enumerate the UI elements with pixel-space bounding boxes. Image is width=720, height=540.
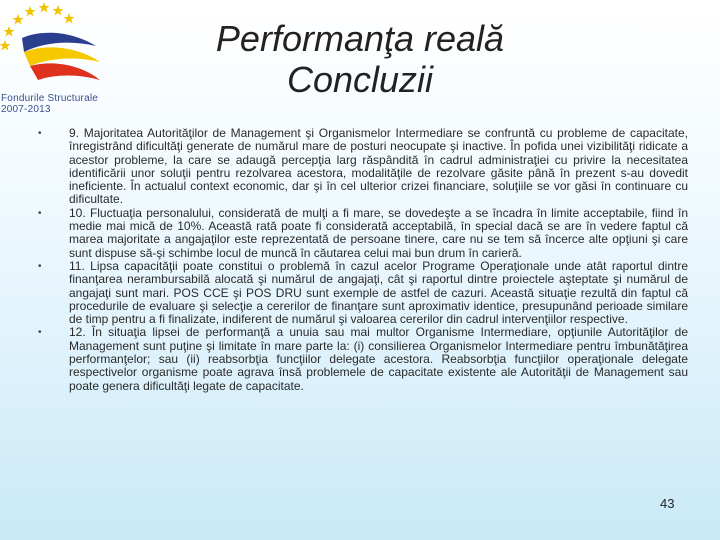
title-line2: Concluzii xyxy=(286,59,434,100)
bullet-icon: • xyxy=(38,260,42,272)
eu-stars-emblem-icon xyxy=(0,0,120,95)
bullet-icon: • xyxy=(38,207,42,219)
structural-funds-logo xyxy=(0,0,120,118)
list-item-text: 10. Fluctuaţia personalului, considerată de mulţi a fi mare, se dovedeşte a se încadra în limite acceptabile, fiind în medie mai mică de 10%. Această rată poate fi considerată acceptabilă, în special dacă se are în vedere faptul că marea majoritate a angajaţilor este reprezentată de persoane tinere, care nu se tem să încerce alte opţiuni şi care sunt dispuse să-şi schimbe locul de muncă în căutarea celui mai bun drum în carieră. xyxy=(69,205,688,260)
page-number: 43 xyxy=(660,496,675,511)
list-item-text: 9. Majoritatea Autorităţilor de Management şi Organismelor Intermediare se confruntă cu probleme de capacitate, înregistrând dificultăţi generate de numărul mare de posturi neocupate şi inactive. În pofida unei vizibilităţi ridicate a acestor probleme, la care se adaugă percepţia larg răspândită în cadrul administraţiei cu privire la necesitatea identificării unor soluţii pentru rezolvarea acestora, modalităţile de rezolvare găsite până în prezent s-au dovedit ineficiente. În actualul context economic, dar şi în cel ulterior crizei financiare, soluţiile se vor găsi în continuare cu dificultate. xyxy=(69,126,688,207)
slide-title xyxy=(170,18,550,100)
logo-line1: Fondurile Structurale xyxy=(1,93,99,104)
list-item xyxy=(38,260,688,326)
logo-line2: 2007-2013 xyxy=(1,104,51,115)
logo-caption xyxy=(1,93,121,115)
list-item xyxy=(38,127,688,207)
list-item xyxy=(38,326,688,392)
bullet-icon: • xyxy=(38,128,42,139)
title-line1: Performanţa reală xyxy=(215,18,505,59)
list-item-text: 11. Lipsa capacităţii poate constitui o problemă în cazul acelor Programe Operaţionale unde atât raportul dintre finanţarea nerambursabilă alocată şi numărul de angajaţi, cât şi raportul dintre proiectele aşteptate şi numărul de angajaţi sunt mari. POS CCE şi POS DRU sunt exemple de astfel de cazuri. Această situaţie rezultă din faptul că procedurile de evaluare şi selecţie a cererilor de finanţare sunt aproximativ identice, presupunând perioade similare de timp pentru a fi finalizate, indiferent de numărul şi valoarea cererilor din cadrul intervenţiilor respective. xyxy=(69,258,688,327)
list-item xyxy=(38,207,688,260)
conclusions-list xyxy=(38,127,688,393)
bullet-icon: • xyxy=(38,327,42,339)
list-item-text: 12. În situaţia lipsei de performanţă a unuia sau mai multor Organisme Intermediare, opţiunile Autorităţilor de Management sunt puţine şi limitate în mare parte la: (i) consilierea Organismelor Intermediare pentru îmbunătăţirea performanţelor; sau (ii) reabsorbţia funcţiilor delegate acestora. Reabsorbţia funcţiilor operaţionale delegate respectivelor organisme poate agrava însă problemele de capacitate existente ale Autorităţii de Management sau poate genera dificultăţi legate de capacitate. xyxy=(69,325,688,393)
